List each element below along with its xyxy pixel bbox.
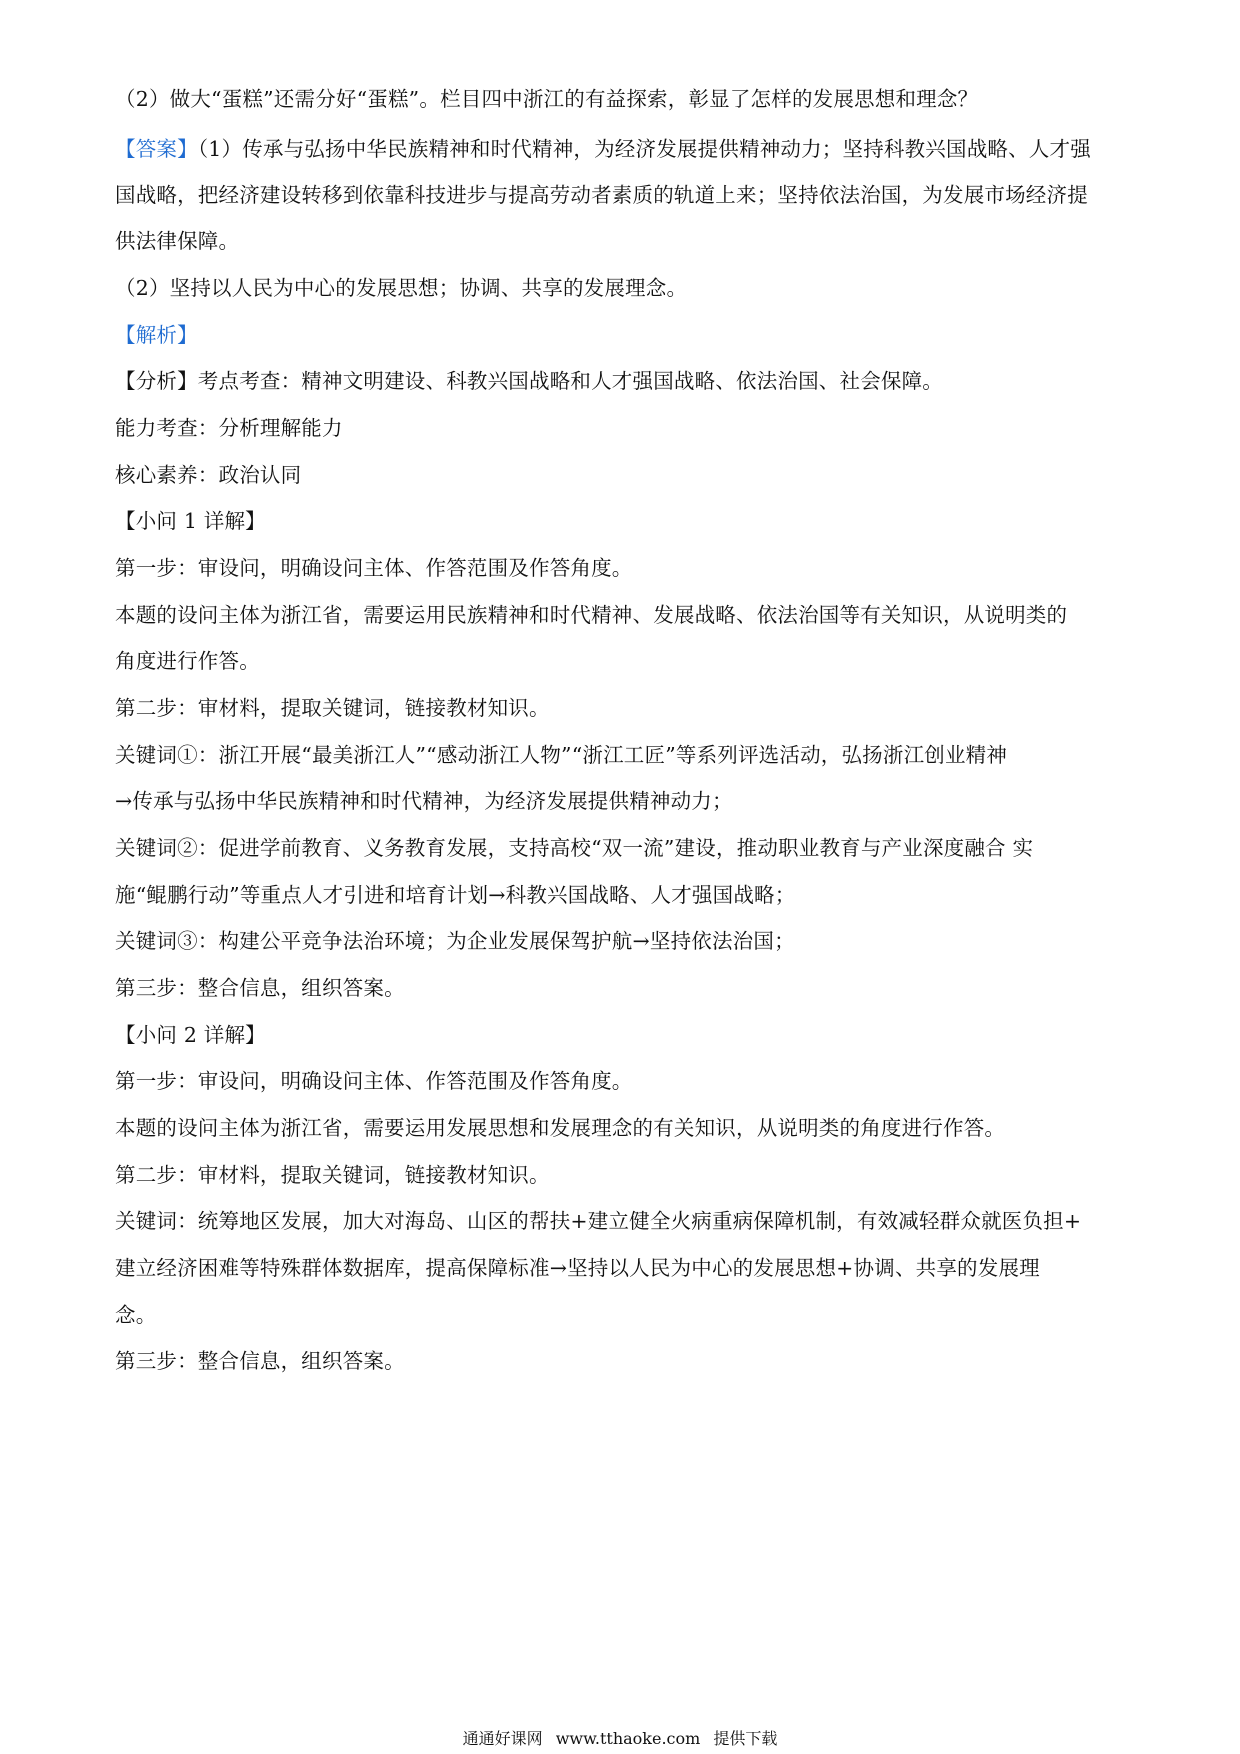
footer-site-url[interactable]: www.tthaoke.com [555,1729,701,1748]
analysis-tag: 【解析】 [115,323,198,347]
keyword-1-line-1: 关键词①：浙江开展“最美浙江人”“感动浙江人物”“浙江工匠”等系列评选活动，弘扬浙江创业精神 [115,743,1008,767]
answer-1-text-3: 供法律保障。 [115,229,240,253]
sub2-keyword-line-2: 建立经济困难等特殊群体数据库，提高保障标准→坚持以人民为中心的发展思想+协调、共享的发展理 [115,1256,1040,1280]
sub2-step-2: 第二步：审材料，提取关键词，链接教材知识。 [115,1163,550,1187]
sub-question-2-header: 【小问 2 详解】 [115,1023,266,1047]
answer-2: （2）坚持以人民为中心的发展思想；协调、共享的发展理念。 [115,276,688,300]
question-2: （2）做大“蛋糕”还需分好“蛋糕”。栏目四中浙江的有益探索，彰显了怎样的发展思想和理念？ [115,87,979,111]
sub1-step-1: 第一步：审设问，明确设问主体、作答范围及作答角度。 [115,556,633,580]
answer-1-text-1: （1）传承与弘扬中华民族精神和时代精神，为经济发展提供精神动力；坚持科教兴国战略、人才强 [197,137,1091,161]
footer-site-name: 通通好课网 [462,1729,543,1748]
keyword-3: 关键词③：构建公平竞争法治环境；为企业发展保驾护航→坚持依法治国； [115,929,795,953]
sub2-keyword-line-1: 关键词：统筹地区发展，加大对海岛、山区的帮扶+建立健全火病重病保障机制，有效减轻群众就医负担+ [115,1209,1082,1233]
sub2-keyword-line-3: 念。 [115,1303,157,1327]
sub2-step-3: 第三步：整合信息，组织答案。 [115,1349,405,1373]
sub1-step-3: 第三步：整合信息，组织答案。 [115,976,405,1000]
keyword-2-line-2: 施“鲲鹏行动”等重点人才引进和培育计划→科教兴国战略、人才强国战略； [115,883,796,907]
keyword-2-line-1: 关键词②：促进学前教育、义务教育发展，支持高校“双一流”建设，推动职业教育与产业深度融合 实 [115,836,1034,860]
core-literacy-line: 核心素养：政治认同 [115,463,302,487]
footer-suffix: 提供下载 [713,1729,778,1748]
analysis-fenxi: 【分析】考点考查：精神文明建设、科教兴国战略和人才强国战略、依法治国、社会保障。 [115,369,943,393]
sub1-step-2: 第二步：审材料，提取关键词，链接教材知识。 [115,696,550,720]
keyword-1-line-2: →传承与弘扬中华民族精神和时代精神，为经济发展提供精神动力； [115,789,733,813]
answer-1-text-2: 国战略，把经济建设转移到依靠科技进步与提高劳动者素质的轨道上来；坚持依法治国，为发展市场经济提 [115,183,1088,207]
sub-question-1-header: 【小问 1 详解】 [115,509,266,533]
sub2-step-1: 第一步：审设问，明确设问主体、作答范围及作答角度。 [115,1069,633,1093]
sub1-subject-1: 本题的设问主体为浙江省，需要运用民族精神和时代精神、发展战略、依法治国等有关知识，从说明类的 [115,603,1068,627]
answer-line-1 [115,134,1135,164]
answer-tag: 【答案】 [115,137,198,161]
page-footer [0,1728,1240,1750]
sub2-subject: 本题的设问主体为浙江省，需要运用发展思想和发展理念的有关知识，从说明类的角度进行作答。 [115,1116,1006,1140]
ability-line: 能力考查：分析理解能力 [115,416,343,440]
sub1-subject-2: 角度进行作答。 [115,649,260,673]
